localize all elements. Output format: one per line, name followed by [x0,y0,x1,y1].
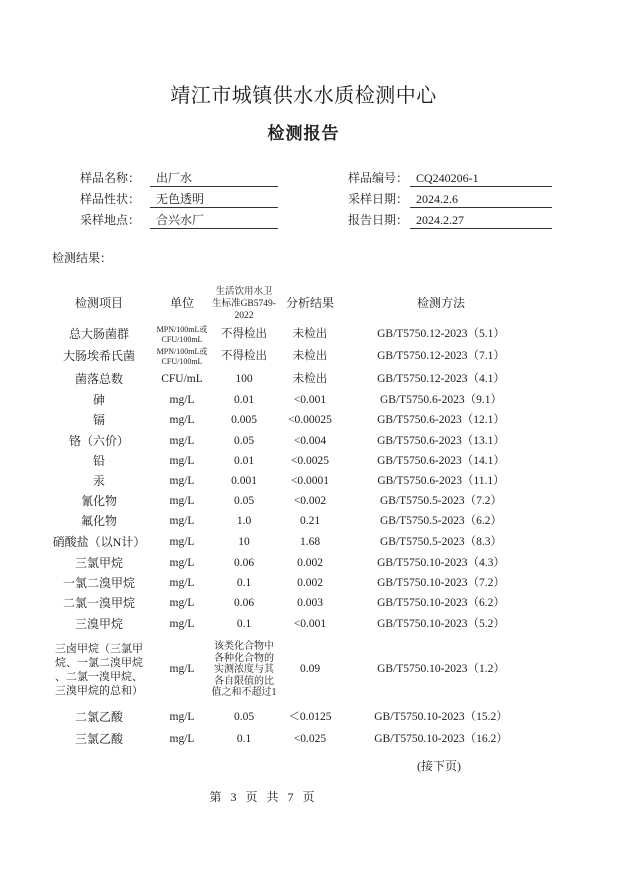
item-cell: 总大肠菌群 [68,327,129,342]
result-cell: 0.09 [299,663,321,676]
method-cell: GB/T5750.10-2023（5.2） [377,618,505,631]
method-cell: GB/T5750.10-2023（15.2） [374,711,508,724]
column-header-method: 检测方法 [416,296,465,311]
unit-cell: mg/L [169,394,195,407]
unit-cell: mg/L [169,618,195,631]
item-cell: 汞 [92,474,105,489]
standard-cell: 0.1 [236,618,252,631]
method-cell: GB/T5750.10-2023（16.2） [374,733,508,746]
standard-cell: 0.05 [233,711,255,724]
report-date-label: 报告日期： [348,213,409,227]
unit-cell: mg/L [169,475,195,488]
table-row [0,492,620,512]
unit-cell: mg/L [169,577,195,590]
method-cell: GB/T5750.5-2023（6.2） [379,515,503,528]
result-cell: ＜0.0125 [288,711,332,724]
unit-cell: mg/L [169,597,195,610]
unit-cell: mg/L [169,711,195,724]
method-cell: GB/T5750.12-2023（5.1） [377,328,505,341]
table-row [0,324,620,346]
result-cell: <0.001 [293,394,327,407]
item-cell: 镉 [92,413,105,428]
standard-cell: 0.005 [231,414,257,427]
item-cell: 氟化物 [80,514,117,529]
result-cell: <0.001 [293,618,327,631]
result-cell: <0.004 [293,435,327,448]
item-cell: 一氯二溴甲烷 [62,576,135,591]
result-cell: 1.68 [299,536,321,549]
sample-appearance-value: 无色透明 [150,191,278,208]
organization-title: 靖江市城镇供水水质检测中心 [170,83,437,107]
result-cell: 未检出 [292,373,328,386]
unit-cell: MPN/100mL或CFU/100mL [156,325,208,344]
standard-cell: 0.06 [233,557,255,570]
table-row [0,512,620,532]
method-cell: GB/T5750.10-2023（7.2） [377,577,505,590]
table-row [0,554,620,574]
item-cell: 铬（六价） [68,434,129,449]
item-cell: 三氯甲烷 [74,556,123,571]
item-cell: 菌落总数 [74,372,123,387]
standard-cell: 0.06 [233,597,255,610]
item-cell: 大肠埃希氏菌 [62,349,135,364]
standard-cell: 0.01 [233,455,255,468]
unit-cell: mg/L [169,455,195,468]
continued-note: (接下页) [417,759,461,773]
standard-cell: 100 [235,373,253,386]
unit-cell: mg/L [169,733,195,746]
sample-name-value: 出厂水 [150,170,278,187]
table-row [0,533,620,553]
result-cell: <0.002 [293,495,327,508]
sample-appearance-label: 样品性状： [80,192,141,206]
column-header-standard: 生活饮用水卫生标准GB5749-2022 [212,287,276,321]
standard-cell: 0.05 [233,495,255,508]
standard-cell: 10 [238,536,250,549]
sampling-date-value: 2024.2.6 [410,191,552,208]
item-cell: 铅 [92,454,105,469]
column-header-item: 检测项目 [74,296,123,311]
unit-cell: mg/L [169,435,195,448]
standard-cell: 0.001 [231,475,257,488]
unit-cell: mg/L [169,536,195,549]
method-cell: GB/T5750.5-2023（7.2） [379,495,503,508]
standard-cell: 该类化合物中各种化合物的实测浓度与其各自限值的比值之和不超过1 [211,641,277,699]
item-cell: 二氯乙酸 [74,710,123,725]
result-cell: <0.0001 [290,475,330,488]
page-number: 第 3 页 共 7 页 [209,790,315,804]
standard-cell: 0.05 [233,435,255,448]
standard-cell: 不得检出 [221,328,267,341]
standard-cell: 0.01 [233,394,255,407]
table-row [0,411,620,431]
column-header-result: 分析结果 [285,296,334,311]
table-row [0,574,620,594]
report-title: 检测报告 [267,124,340,144]
table-row [0,730,620,750]
table-row [0,452,620,472]
column-header-unit: 单位 [169,296,194,311]
method-cell: GB/T5750.12-2023（4.1） [377,373,505,386]
sample-number-value: CQ240206-1 [410,170,552,187]
standard-cell: 1.0 [236,515,252,528]
table-row [0,708,620,728]
table-row [0,472,620,492]
sample-name-label: 样品名称： [80,171,141,185]
table-row [0,615,620,635]
method-cell: GB/T5750.6-2023（9.1） [379,394,503,407]
standard-cell: 0.1 [236,577,252,590]
unit-cell: mg/L [169,515,195,528]
result-cell: 未检出 [292,350,328,363]
method-cell: GB/T5750.6-2023（11.1） [377,475,505,488]
method-cell: GB/T5750.5-2023（8.3） [379,536,503,549]
unit-cell: CFU/mL [161,373,203,386]
method-cell: GB/T5750.10-2023（1.2） [377,663,505,676]
result-cell: <0.0025 [290,455,330,468]
method-cell: GB/T5750.12-2023（7.1） [377,350,505,363]
item-cell: 三溴甲烷 [74,617,123,632]
sampling-site-label: 采样地点： [80,213,141,227]
result-cell: 0.003 [297,597,323,610]
results-heading: 检测结果： [52,251,113,265]
standard-cell: 0.1 [236,733,252,746]
table-header-row [0,283,620,325]
table-row [0,640,620,700]
table-row [0,594,620,614]
result-cell: <0.025 [293,733,327,746]
item-cell: 三氯乙酸 [74,732,123,747]
result-cell: 0.002 [297,557,323,570]
result-cell: 0.21 [299,515,321,528]
result-cell: <0.00025 [288,414,332,427]
item-cell: 砷 [92,393,105,408]
table-row [0,346,620,368]
item-cell: 二氯一溴甲烷 [62,596,135,611]
unit-cell: mg/L [169,663,195,676]
method-cell: GB/T5750.10-2023（4.3） [377,557,505,570]
item-cell: 硝酸盐（以N计） [52,535,146,550]
method-cell: GB/T5750.6-2023（12.1） [377,414,505,427]
table-row [0,391,620,411]
result-cell: 未检出 [292,328,328,341]
sampling-site-value: 合兴水厂 [150,212,278,229]
unit-cell: mg/L [169,557,195,570]
method-cell: GB/T5750.6-2023（14.1） [377,455,505,468]
method-cell: GB/T5750.6-2023（13.1） [377,435,505,448]
unit-cell: MPN/100mL或CFU/100mL [156,347,208,366]
result-cell: 0.002 [297,577,323,590]
unit-cell: mg/L [169,495,195,508]
item-cell: 氰化物 [80,494,117,509]
item-cell: 三卤甲烷（三氯甲烷、一氯二溴甲烷、二氯一溴甲烷、三溴甲烷的总和） [55,643,143,697]
table-row [0,432,620,452]
method-cell: GB/T5750.10-2023（6.2） [377,597,505,610]
standard-cell: 不得检出 [221,350,267,363]
sampling-date-label: 采样日期： [348,192,409,206]
table-row [0,370,620,390]
sample-number-label: 样品编号： [348,171,409,185]
unit-cell: mg/L [169,414,195,427]
report-date-value: 2024.2.27 [410,212,552,229]
